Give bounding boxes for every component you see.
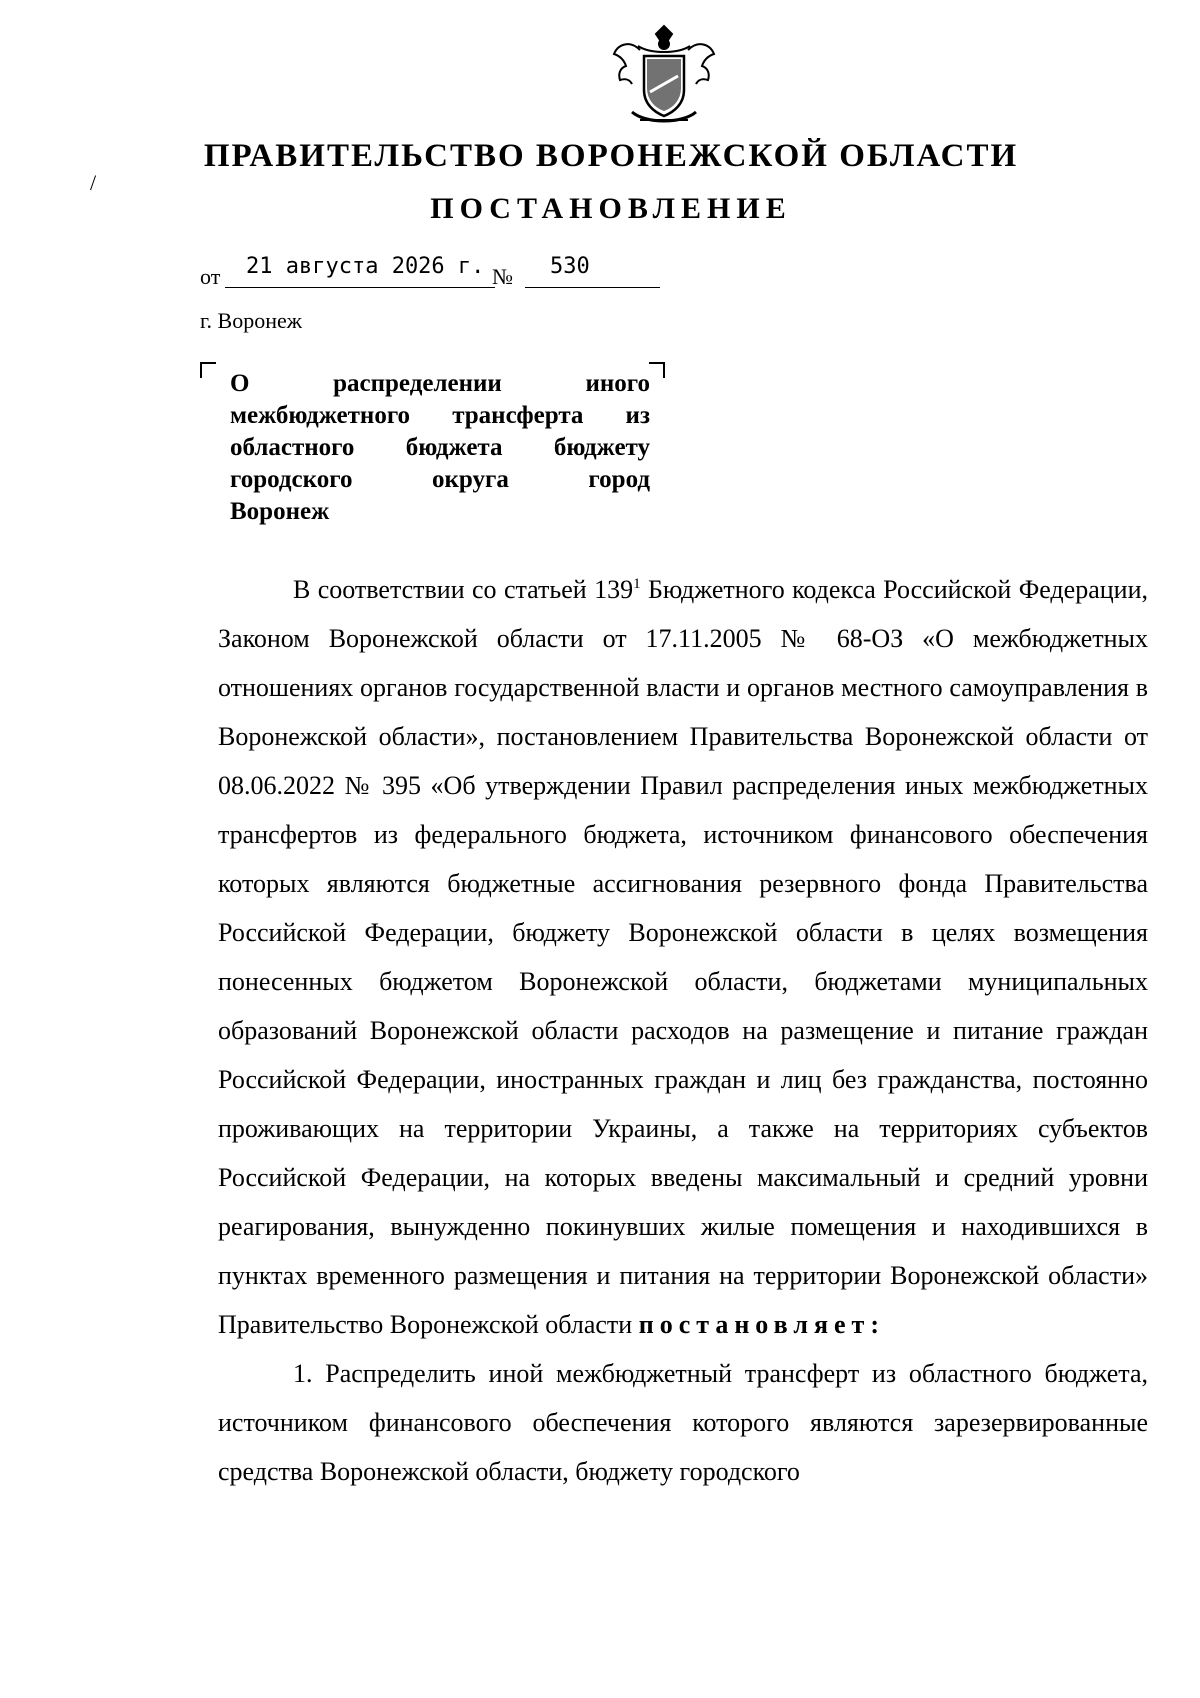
- coat-of-arms-emblem: [610, 20, 718, 130]
- resolves-keyword: постановляет:: [638, 1310, 885, 1339]
- number-value: 530: [550, 254, 590, 279]
- stray-pen-mark: /: [90, 170, 97, 195]
- document-type: ПОСТАНОВЛЕНИЕ: [430, 192, 792, 225]
- subject-corner-right: [649, 362, 665, 378]
- number-underline: [525, 287, 660, 288]
- article-superscript: 1: [633, 576, 641, 592]
- government-title: ПРАВИТЕЛЬСТВО ВОРОНЕЖСКОЙ ОБЛАСТИ: [203, 138, 1019, 174]
- preamble-paragraph: [218, 565, 1148, 1349]
- subject-line: межбюджетного трансферта из: [230, 402, 650, 429]
- from-label: от: [200, 264, 221, 289]
- document-body: [218, 565, 1148, 1496]
- subject-corner-left: [200, 362, 216, 378]
- document-subject: [230, 368, 650, 528]
- preamble-text-start: В соответствии со статьей 139: [293, 575, 634, 604]
- subject-line: областного бюджета бюджету: [230, 434, 650, 461]
- city-label: г. Воронеж: [200, 308, 302, 333]
- date-value: 21 августа 2026 г.: [246, 254, 485, 279]
- subject-line: городского округа город: [230, 466, 650, 493]
- number-label: №: [492, 264, 513, 289]
- subject-line: О распределении иного: [230, 370, 650, 397]
- preamble-text: Бюджетного кодекса Российской Федерации, Законом Воронежской области от 17.11.2005 № 68-ОЗ «О межбюджетных отношениях органов государственной власти и органов местного самоуправления в Воронежской области», постановлением Правительства Воронежской области от 08.06.2022 № 395 «Об утверждении Правил распределения иных межбюджетных трансфертов из федерального бюджета, источником финансового обеспечения которых являются бюджетные ассигнования резервного фонда Правительства Российской Федерации, бюджету Воронежской области в целях возмещения понесенных бюджетом Воронежской области, бюджетами муниципальных образований Воронежской области расходов на размещение и питание граждан Российской Федерации, иностранных граждан и лиц без гражданства, постоянно проживающих на территории Украины, а также на территориях субъектов Российской Федерации, на которых введены максимальный и средний уровни реагирования, вынужденно покинувших жилые помещения и находившихся в пунктах временного размещения и питания на территории Воронежской области» Правительство Воронежской области: [218, 575, 1148, 1339]
- subject-line: Воронеж: [230, 498, 330, 525]
- clause-1-paragraph: 1. Распределить иной межбюджетный трансферт из областного бюджета, источником финансового обеспечения которого являются зарезервированные средства Воронежской области, бюджету городского: [218, 1359, 1148, 1486]
- date-underline: [225, 287, 495, 288]
- date-number-row: [200, 250, 680, 290]
